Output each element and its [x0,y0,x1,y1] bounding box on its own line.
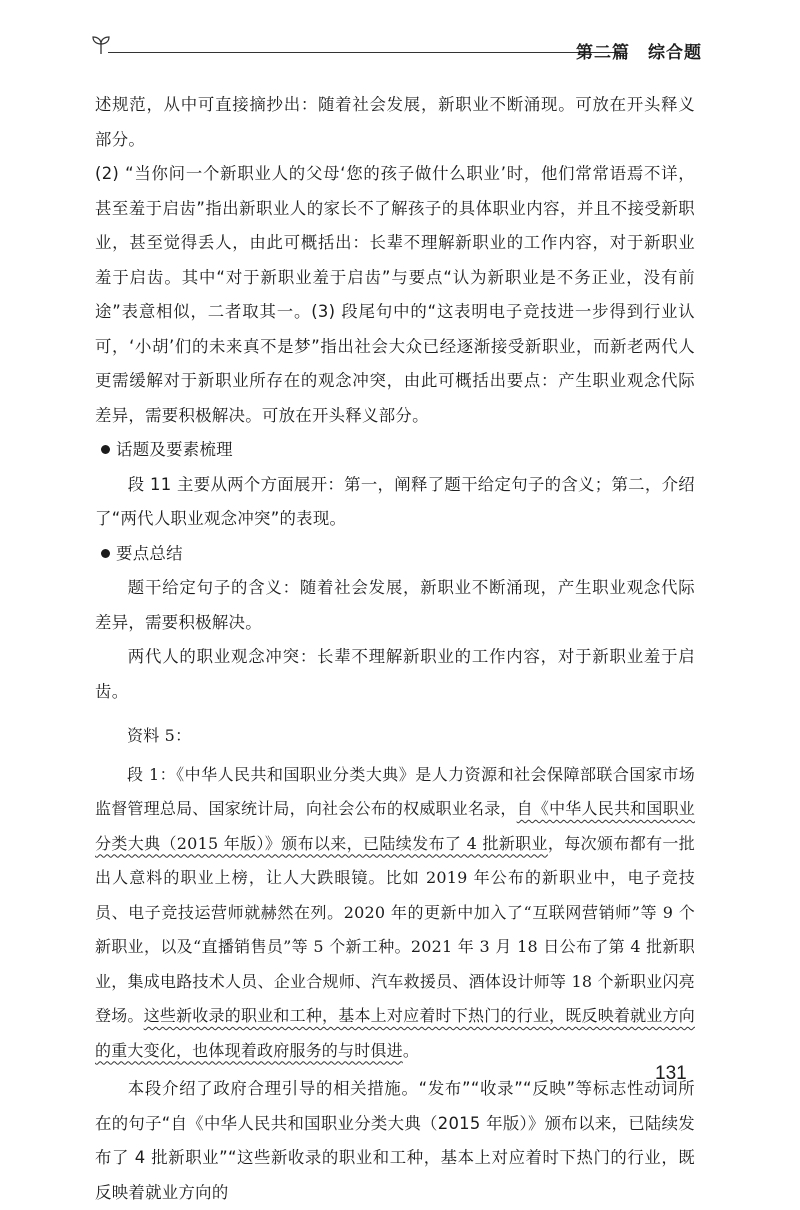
section-title: 第二篇 综合题 [576,43,702,63]
material-heading: 资料 5： [127,726,192,745]
analysis-paragraph: 本段介绍了政府合理引导的相关措施。“发布”“收录”“反映”等标志性动词所在的句子“自《中华人民共和国职业分类大典（2015 年版）》颁布以来，已陆续发布了 4 批新职业”“这些新收录的职业和工种，基本上对应着时下热门的行业，既反映着就业方向的 [95,1079,695,1202]
bullet-label: 要点总结 [116,543,183,563]
bullet-label: 话题及要素梳理 [116,440,233,459]
underlined-phrase: 这些新收录的职业和工种，基本上对应着时下热门的行业，既反映着就业方向的重大变化，也体现着政府服务的与时俱进 [95,1006,695,1060]
page-number: 131 [655,1063,687,1084]
page-body [95,88,695,1210]
bullet-dot-icon [101,549,110,558]
material-text: 。 [402,1040,420,1060]
material-text: 段 1：《中华人民共和国职业分类大典》是人力资源和社会保障部联合国家市场监督管理总局、国家统计局，向社会公布的权威职业名录， [95,764,695,818]
paragraph-continued: 述规范，从中可直接摘抄出：随着社会发展，新职业不断涌现。可放在开头释义部分。 [95,95,695,149]
bullet-dot-icon [101,445,110,454]
header-rule [108,52,620,53]
bullet-heading-summary [95,537,695,572]
page-header [90,34,702,63]
underlined-phrase: 自《中华人民共和国职业分类大典（2015 年版）》颁布以来，已陆续发布了 4 批新职业 [95,799,696,853]
paragraph-analysis-2-3: (2) “当你问一个新职业人的父母‘您的孩子做什么职业’时，他们常常语焉不详，甚至羞于启齿”指出新职业人的家长不了解孩子的具体职业内容，并且不接受新职业，甚至觉得丢人，由此可概括出：长辈不理解新职业的工作内容，对于新职业羞于启齿。其中“对于新职业羞于启齿”与要点“认为新职业是不务正业，没有前途”表意相似，二者取其一。(3) 段尾句中的“这表明电子竞技进一步得到行业认可，‘小胡’们的未来真不是梦”指出社会大众已经逐渐接受新职业，而新老两代人更需缓解对于新职业所存在的观念冲突，由此可概括出要点：产生职业观念代际差异，需要积极解决。可放在开头释义部分。 [95,164,695,425]
material-paragraph [95,758,695,1069]
summary-point: 题干给定句子的含义：随着社会发展，新职业不断涌现，产生职业观念代际差异，需要积极解决。 [95,578,695,632]
summary-point: 两代人的职业观念冲突：长辈不理解新职业的工作内容，对于新职业羞于启齿。 [95,647,695,701]
material-text: ，每次颁布都有一批出人意料的职业上榜，让人大跌眼镜。比如 2019 年公布的新职业中，电子竞技员、电子竞技运营师就赫然在列。2020 年的更新中加入了“互联网营销师”等 9 个新职业，以及“直播销售员”等 5 个新工种。2021 年 3 月 18 日公布了第 4 批新职业，集成电路技术人员、企业合规师、汽车救援员、酒体设计师等 18 个新职业闪亮登场。 [95,833,695,1025]
bullet-heading-topics [95,433,695,468]
topic-paragraph: 段 11 主要从两个方面展开：第一，阐释了题干给定句子的含义；第二，介绍了“两代人职业观念冲突”的表现。 [95,474,695,528]
